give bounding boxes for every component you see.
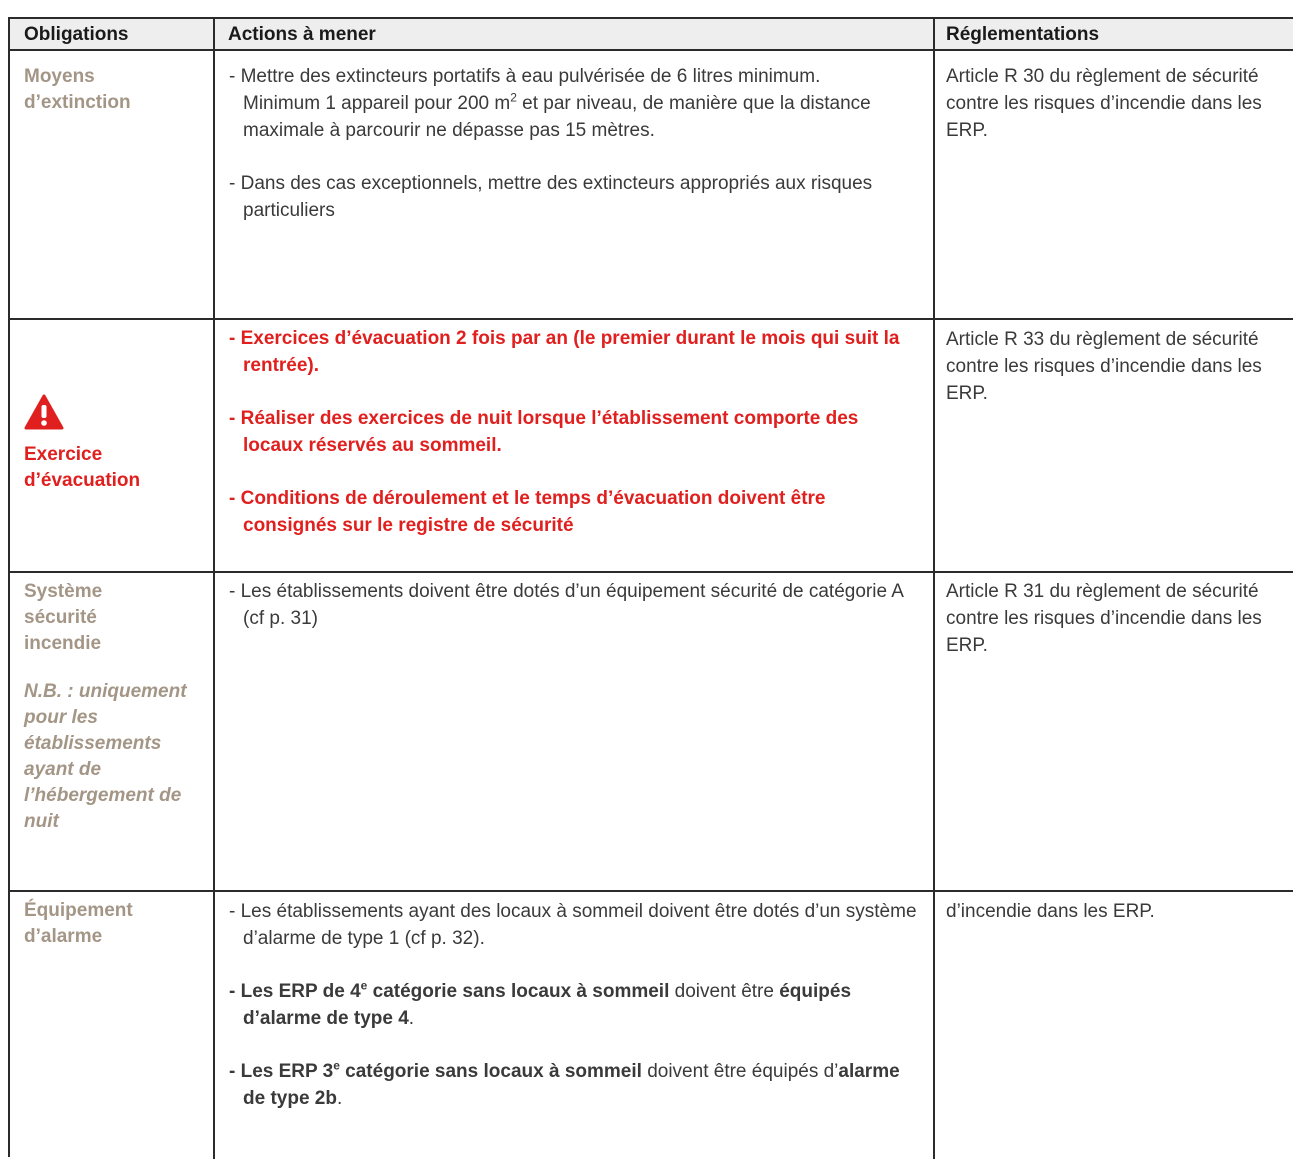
header-reglementations: Réglementations [946, 24, 1100, 45]
warning-triangle-icon [24, 394, 64, 430]
action-bold-text: - Les ERP de 4 [229, 981, 361, 1002]
action-bold-text: - Les ERP 3 [229, 1061, 334, 1082]
action-item [229, 978, 919, 1032]
obligation-line: Exercice [24, 444, 103, 465]
column-divider [933, 19, 935, 1159]
column-divider [213, 19, 215, 1159]
reglementation-alarme: d’incendie dans les ERP. [946, 901, 1155, 922]
superscript: e [333, 1058, 340, 1073]
obligation-line: d’alarme [24, 926, 103, 947]
reglementation-r30: Article R 30 du règlement de sécurité contre les risques d’incendie dans les ERP. [946, 66, 1262, 141]
reglementation-r31: Article R 31 du règlement de sécurité contre les risques d’incendie dans les ERP. [946, 581, 1262, 656]
action-text: . [408, 1008, 415, 1029]
obligation-line: d’extinction [24, 92, 131, 113]
action-item: - Mettre des extincteurs portatifs à eau pulvérisée de 6 litres minimum. [229, 66, 821, 87]
obligation-moyens-extinction [24, 64, 209, 116]
action-item [229, 1058, 919, 1112]
row-divider [10, 890, 1293, 892]
obligation-line: Équipement [24, 900, 133, 921]
header-obligations: Obligations [24, 24, 129, 45]
action-text: Minimum 1 appareil pour 200 m [243, 93, 511, 114]
obligations-table [8, 17, 1293, 1157]
header-actions: Actions à mener [228, 24, 376, 45]
action-item-detail [229, 90, 919, 144]
row-divider [10, 318, 1293, 320]
action-item: - Les établissements doivent être dotés d’un équipement sécurité de catégorie A (cf p. 31) [229, 581, 903, 629]
action-item: - Les établissements ayant des locaux à sommeil doivent être dotés d’un système d’alarme de type 1 (cf p. 32). [229, 901, 917, 949]
action-bold-text: alarme de type 2b [243, 1061, 900, 1109]
superscript: 2 [510, 90, 517, 105]
superscript: e [360, 978, 368, 993]
action-item: - Exercices d’évacuation 2 fois par an (le premier durant le mois qui suit la rentrée). [229, 328, 900, 376]
reglementation-r33: Article R 33 du règlement de sécurité contre les risques d’incendie dans les ERP. [946, 329, 1262, 404]
action-item: - Dans des cas exceptionnels, mettre des extincteurs appropriés aux risques particuliers [229, 173, 873, 221]
action-text: . [336, 1088, 343, 1109]
row-divider [10, 571, 1293, 573]
obligation-line: d’évacuation [24, 470, 141, 491]
actions-equipement-alarme [229, 898, 919, 1112]
action-bold-text: équipés d’alarme de type 4 [243, 981, 852, 1029]
action-text: et par niveau, de manière que la distance maximale à parcourir ne dépasse pas 15 mètres. [243, 93, 871, 141]
actions-systeme-securite-incendie [229, 578, 919, 632]
obligation-line: incendie [24, 633, 102, 654]
action-item: - Réaliser des exercices de nuit lorsque l’établissement comporte des locaux réservés au sommeil. [229, 408, 859, 456]
actions-moyens-extinction [229, 63, 919, 224]
obligation-exercice-evacuation [24, 394, 209, 494]
action-item: - Conditions de déroulement et le temps d’évacuation doivent être consignés sur le registre de sécurité [229, 488, 826, 536]
obligation-line: Moyens [24, 66, 95, 87]
obligation-systeme-securite-incendie [24, 579, 209, 835]
action-text: doivent être équipés d’ [641, 1061, 839, 1082]
obligation-note: N.B. : uniquement pour les établissements ayant de l’hébergement de nuit [24, 681, 187, 832]
action-text: doivent être [669, 981, 780, 1002]
obligation-equipement-alarme [24, 898, 209, 950]
obligation-line: sécurité [24, 607, 97, 628]
action-bold-text: catégorie sans locaux à sommeil [339, 1061, 642, 1082]
actions-exercice-evacuation [229, 325, 919, 539]
obligation-line: Système [24, 581, 103, 602]
action-bold-text: catégorie sans locaux à sommeil [367, 981, 670, 1002]
